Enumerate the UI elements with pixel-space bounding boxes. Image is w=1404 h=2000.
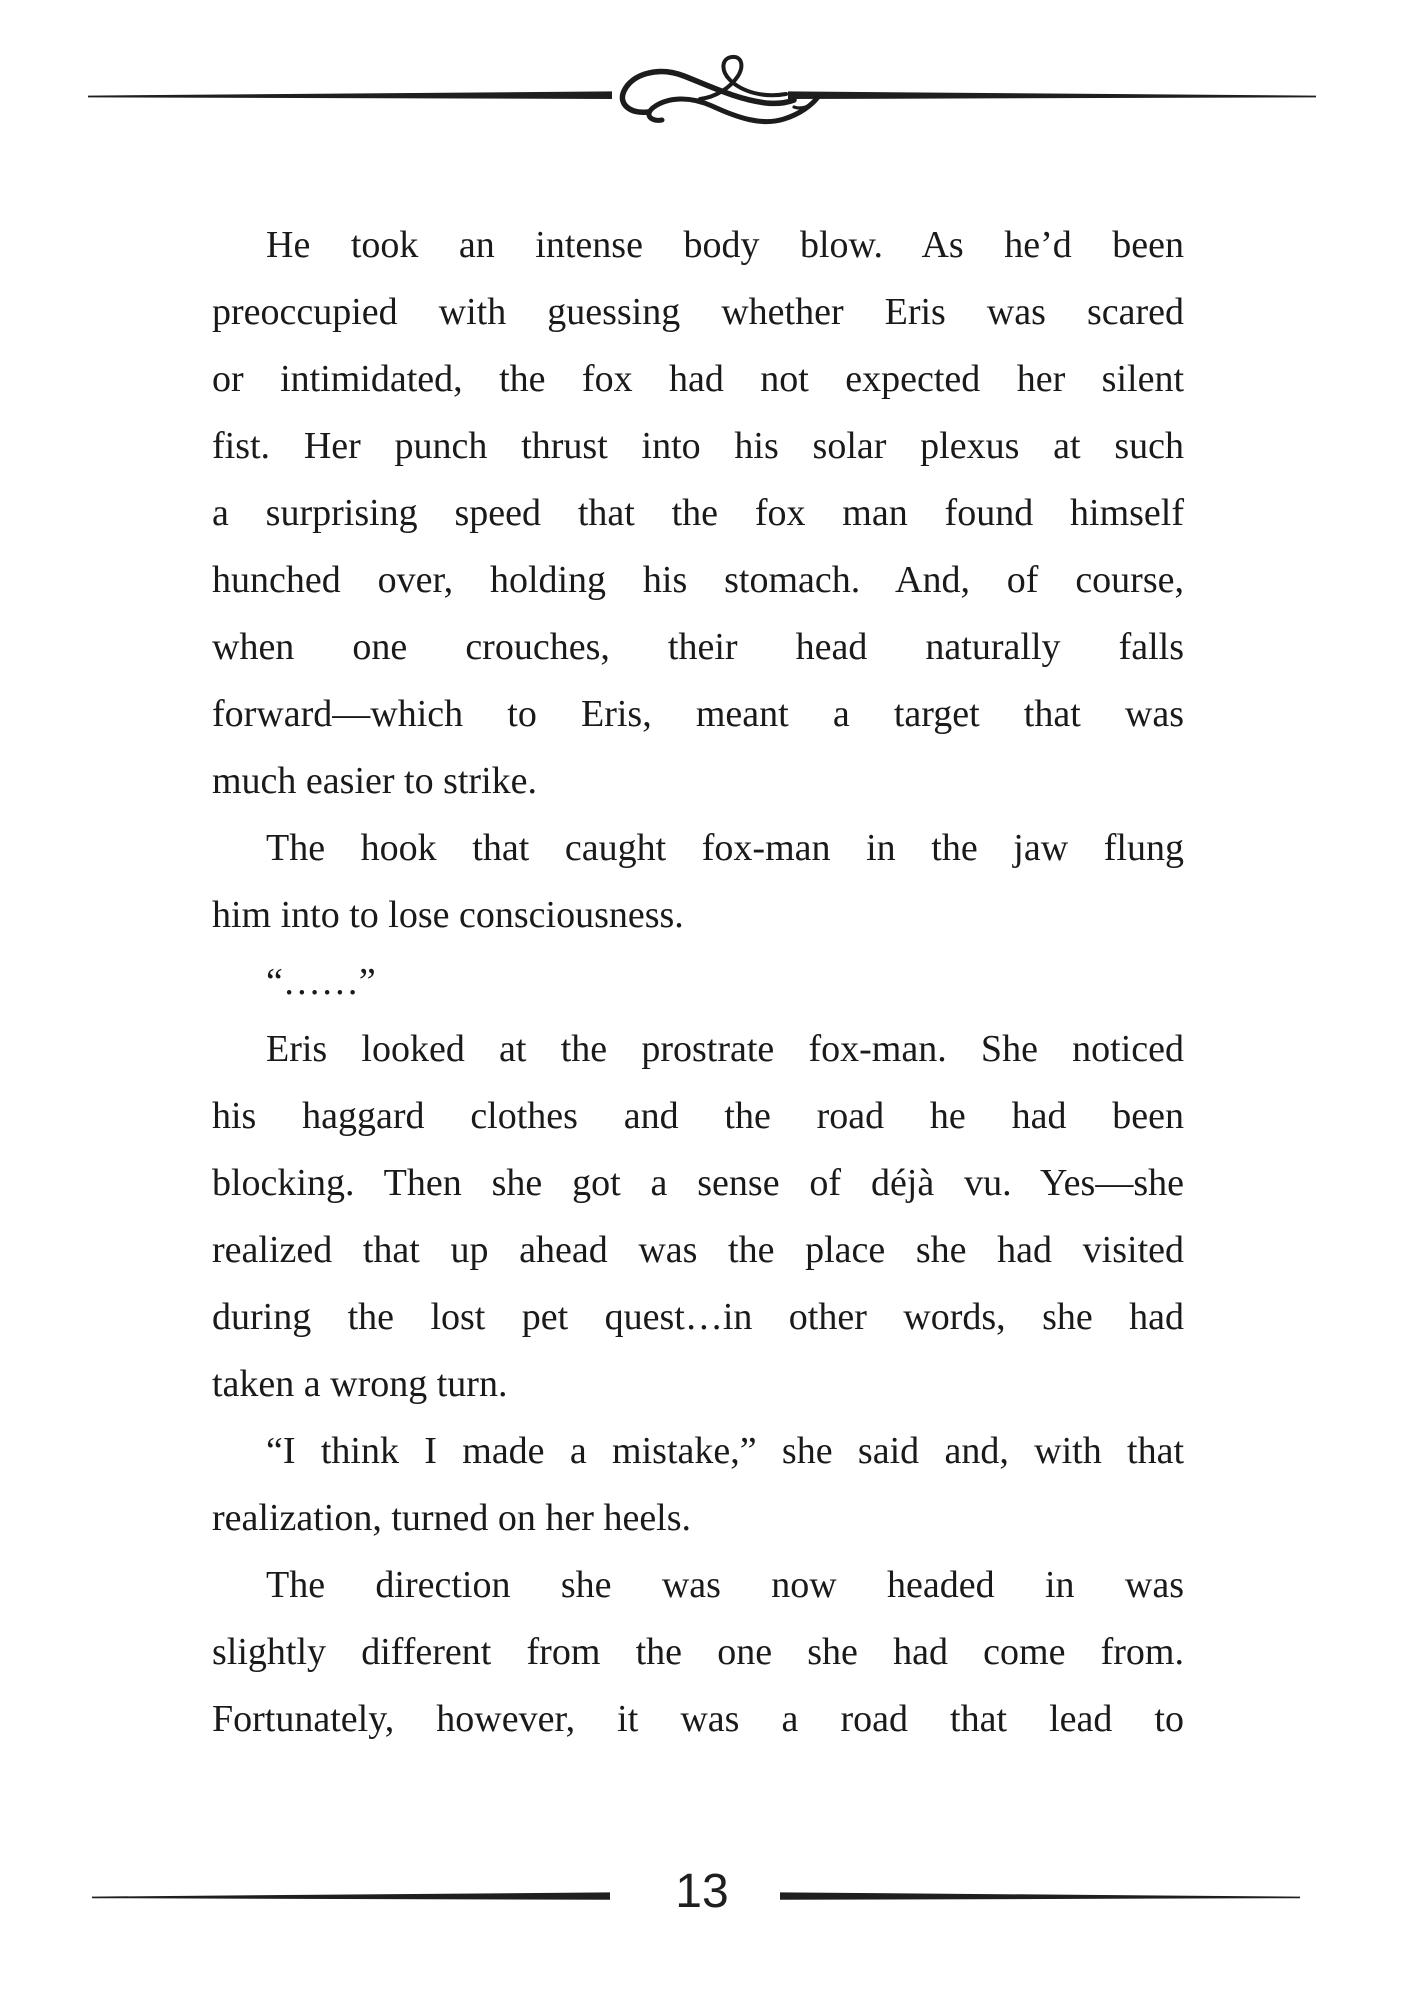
text-line: blocking. Then she got a sense of déjà vu. Yes—she bbox=[212, 1162, 1184, 1204]
text-line: a surprising speed that the fox man found himself bbox=[212, 492, 1184, 534]
text-line: “……” bbox=[266, 961, 376, 1003]
text-line: forward—which to Eris, meant a target that was bbox=[212, 693, 1184, 735]
text-line: He took an intense body blow. As he’d been bbox=[266, 224, 1184, 266]
text-block bbox=[212, 212, 1184, 1753]
flourish-icon bbox=[622, 57, 818, 122]
text-line: taken a wrong turn. bbox=[212, 1363, 508, 1405]
header-rule-left bbox=[88, 91, 612, 99]
text-line: The hook that caught fox-man in the jaw flung bbox=[266, 827, 1184, 869]
text-line: realized that up ahead was the place she had visited bbox=[212, 1229, 1184, 1271]
header-flourish-divider bbox=[0, 0, 1404, 170]
text-line: fist. Her punch thrust into his solar plexus at such bbox=[212, 425, 1184, 467]
text-line: when one crouches, their head naturally falls bbox=[212, 626, 1184, 668]
text-line: Eris looked at the prostrate fox-man. She noticed bbox=[266, 1028, 1184, 1070]
page-number: 13 bbox=[675, 1865, 729, 1918]
text-line: slightly different from the one she had come from. bbox=[212, 1631, 1184, 1673]
text-line: during the lost pet quest…in other words, she had bbox=[212, 1296, 1184, 1338]
text-line: hunched over, holding his stomach. And, of course, bbox=[212, 559, 1184, 601]
text-line: much easier to strike. bbox=[212, 760, 538, 802]
text-line: “I think I made a mistake,” she said and, with that bbox=[266, 1430, 1184, 1472]
header-rule-right bbox=[788, 91, 1316, 99]
text-line: Fortunately, however, it was a road that lead to bbox=[212, 1698, 1184, 1740]
text-line: or intimidated, the fox had not expected her silent bbox=[212, 358, 1184, 400]
text-line: him into to lose consciousness. bbox=[212, 894, 684, 936]
text-line: realization, turned on her heels. bbox=[212, 1497, 692, 1539]
text-line: his haggard clothes and the road he had been bbox=[212, 1095, 1184, 1137]
text-line: The direction she was now headed in was bbox=[266, 1564, 1184, 1606]
text-line: preoccupied with guessing whether Eris was scared bbox=[212, 291, 1184, 333]
